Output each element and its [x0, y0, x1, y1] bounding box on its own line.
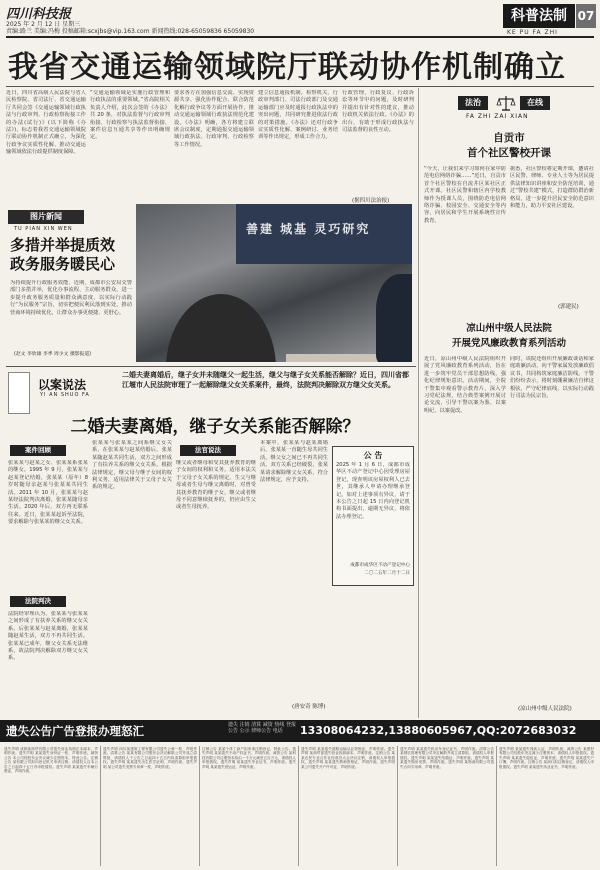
lead-col-3: 要求各方在加强信息交流、实现资源共享、强化协作配合、联合防范化解行政争议等方面开展协作，推动交通运输领域行政执法规范化建设。《办法》明确，各方将建立联席会议制度，定期通报交通运输领域行政执法、行政审判、行政检察等工作情况。	[174, 90, 254, 148]
lead-col-2: “交通运输领域是实施行政管理和行政执法的重要领域。”省高院相关负责人介绍，此次会签的《办法》共 20 条，对执法监督与行政审判衔接、行政检察与执法监督衔接、案件信息互通共享等作出明确规定。	[90, 90, 170, 141]
ad-services: 遗失 注销 清算 减资 热线 登报 公告 公示 律师公告 电话	[228, 722, 296, 734]
story2-col-b: 同时，该院还组织开展廉政谈话和家庭助廉活动，向干警家属发放廉政倡议书，共同构筑家庭廉洁防线。干警们纷纷表示，将时刻绷紧廉洁自律这根弦，严守纪律底线，以实际行动践行司法为民宗旨。	[510, 356, 594, 400]
editor-info: 责编:路兰 美编:冯梅 投稿邮箱:scxjbs@vip.163.com 新闻热线:028-65059836 65059830	[6, 28, 255, 35]
story2-place: 凉山州中级人民法院	[466, 323, 552, 334]
photo-news-body: 为持续提升行政服务效能，近期，成都市公安局交警部门多措并举，优化办事流程、主动服务群众，进一步提升政务服务质量和群众满意度，以实际行动践行“为民服务”宗旨，切实把便民利民落到实处，推动营商环境持续优化，让群众办事更便捷、更舒心。	[10, 280, 132, 316]
notice-body: 2025 年 1 月 6 日，成都市成华区不动产登记中心因受理房屋登记，现查明该房屋权利人已去世，其继承人申请办理继承登记。如对上述事项有异议，请于本公告之日起 15 日内向登记机构书面提出，逾期无异议，将依法办理登记。	[336, 462, 410, 520]
case-analysis-col-b: 继父或者继母和受其抚养教育的继子女间的权利和义务，适用本法关于父母子女关系的规定。生父与继母或者生母与继父离婚时，对曾受其抚养教育的继子女，继父或者继母不同意继续抚养的，仍应由生父或者生母抚养。	[176, 460, 256, 511]
case-ruling-heading: 法院判决	[10, 596, 66, 607]
scales-of-justice-icon	[496, 94, 516, 112]
case-analysis-col-a: 张某某与张某某之间系继父女关系，在张某某与赵某结婚后，张某某随赵某共同生活，双方之间形成了有扶养关系的继父女关系。根据法律规定，继父母与继子女间的权利义务，适用法律关于父母子女关系的规定。	[92, 440, 172, 491]
case-facts-text: 张某某与赵某之女、张某某系张某的继女。1995 年 9 月，张某某与赵某登记结婚，张某某（原年）8 岁时随母亲赵某与张某某共同生活。2011 年 10 月，张某某与赵某经法院判决离婚，张某某随母亲生活。2020 年后，双方再无联系往来。近日，张某某起诉至法院，要求解除与张某某的继父女关系。	[8, 460, 88, 526]
notice-title: 公 告	[363, 451, 383, 460]
lead-col-4: 建立信息通报机制。检察机关、行政审判部门、司法行政部门及交通运输部门应及时通报行政执法中的突出问题，共同研究推进依法行政的对策措施。《办法》还对行政争议实质性化解、案例研讨、业务培训等作出规定，形成工作合力。	[258, 90, 338, 141]
classified-col-2: 遗失声明 四川某建筑工程有限公司遗失公章一枚，声明作废。清算公告 某某有限公司股东会决议解散公司并成立清算组，请债权人于公告之日起四十五日内向清算组申报债权。遗失声明 某某遗失出生医学证明，声明作废。遗失声明 某公司遗失发票专用章一枚，声明作废。	[101, 746, 200, 866]
classified-col-6: 遗失声明 某某遗失残疾人证，声明作废。减资公告 某建材有限公司经股东决定减少注册资本，请债权人申报债权。遗失声明 某某遗失退伍证，声明作废。遗失声明 某某遗失户口簿，声明作废。注销公告 某商行拟注销登记，请债权人申报债权。遗失声明 某某遗失执业证书，声明作废。	[499, 747, 594, 769]
story2-byline: (凉山州中级人民法院)	[518, 706, 572, 712]
lead-col-1: 近日，四川省高级人民法院与省人民检察院、省司法厅、省交通运输厅共同会签《交通运输领域行政执法与行政审判、行政检察衔接工作的办法(试行)》(以下简称《办法》)，标志着我省交通运输领域院厅联动协作机制正式确立，为深化行政争议实质性化解、推动交通运输领域依法行政提供制度保障。	[6, 90, 86, 156]
photo-wall-text: 善建 城基 灵巧研究	[246, 222, 371, 236]
issue-date: 2025 年 2 月 12 日 星期三	[6, 21, 81, 28]
photo-news-label: 图片新闻	[8, 210, 84, 224]
photo-citizen	[166, 294, 276, 362]
lead-col-5: 行政管理、行政复议、行政诉讼等环节中的问题，及时研判并提出有针对性的建议，推动行政机关依法行政。《办法》的出台，有助于形成行政执法与司法监督的良性互动。	[342, 90, 414, 134]
story1-byline: (郭建民)	[558, 304, 579, 310]
page-number: 07	[576, 4, 596, 28]
headline-rule	[6, 86, 594, 87]
photo-police-service-hall	[136, 204, 412, 362]
case-facts-heading: 案件回顾	[10, 445, 66, 456]
section-pinyin: KE PU FA ZHI	[507, 29, 558, 36]
ad-title: 遗失公告广告登报办理怒汇	[6, 724, 144, 738]
main-headline: 我省交通运输领域院厅联动协作机制确立	[8, 50, 566, 85]
story1-col-a: “今天，让我们来学习如何在家中防范电信网络诈骗……”近日，自贡市首个社区警校在自流井区某社区正式开课。社区民警和辖区内学校教师作为授课人员，围绕防范电信网络诈骗、校园安全、交通安全等内容，向居民和学生开展系统性宣传教育。	[424, 166, 506, 224]
lead-byline: (据四川法治报)	[352, 198, 390, 204]
notice-org: 成都市成华区不动产登记中心	[350, 563, 410, 568]
case-analysis-heading: 法官说法	[180, 445, 236, 456]
case-headline: 二婚夫妻离婚，继子女关系能否解除？	[70, 417, 360, 437]
ad-phone-numbers: 13308064232,13880605967,QQ:2072683032	[300, 724, 577, 737]
legal-badge-2: 在线	[520, 96, 550, 110]
legal-pinyin: FA ZHI ZAI XIAN	[466, 113, 529, 120]
story2-col-a: 近日，凉山州中级人民法院组织开展了党风廉政教育系列活动，旨在进一步筑牢党员干部思想防线，强化纪律规矩意识。活动期间，全院干警集中观看警示教育片，深入学习党纪法规，结合典型案例开展讨论交流，引导干警以案为鉴、以案明纪、以案促改。	[424, 356, 506, 414]
notice-date: 二〇二五年二月十二日	[364, 571, 410, 576]
story1-col-b: 据悉，社区警校将定期开课，邀请社区民警、律师、专业人士等为居民提供法律知识讲座和安全防范培训，通过“警校共建”模式，打造群防群治新格局，进一步提升居民安全防范意识和能力，助力平安社区建设。	[510, 166, 594, 210]
legal-badge-1: 法治	[458, 96, 488, 110]
case-top-rule	[6, 366, 416, 367]
photo-officer	[376, 274, 412, 362]
classified-col-5: 遗失声明 某某遗失机动车登记证书，声明作废。清算公告 某餐饮管理有限公司决定解散并成立清算组，请债权人申报债权。遗失声明 某某遗失结婚证，声明作废。遗失声明 某某遗失购房发票，声明作废。遗失声明 某物流有限公司遗失合同专用章，声明作废。	[398, 746, 497, 866]
case-intro: 二婚夫妻离婚后，继子女并未随继父一起生活，继父与继子女关系能否解除？近日，四川省都江堰市人民法院审理了一起解除继父女关系案件，最终，法院判决解除双方继父女关系。	[122, 371, 409, 389]
classified-col-4: 遗失声明 某某遗失道路运输从业资格证，声明作废。遗失声明 某商贸部遗失营业执照副本，声明作废。注销公告 某某农民专业合作社经成员大会决议注销，请债权人申报债权。遗失声明 某某遗失教师资格证，声明作废。遗失声明 某公司遗失开户许可证，声明作废。	[299, 746, 398, 866]
story1-title: 首个社区警校开课	[467, 147, 551, 159]
photo-news-pinyin: TU PIAN XIN WEN	[14, 226, 73, 232]
case-pinyin: YI AN SHUO FA	[40, 392, 90, 398]
masthead-rule	[6, 36, 594, 38]
classified-col-3: 注销公告 某某个体工商户拟申请注销登记，特此公告。遗失声明 某某遗失不动产权证书，声明作废。减资公告 某科技有限公司注册资本拟由一千万元减至五百万元，请债权人申报债权。遗失声明 某某遗失毕业证书，声明作废。遗失声明 某某遗失营运证，声明作废。	[200, 746, 299, 866]
column-divider	[418, 88, 419, 718]
case-byline: (唐安奇 陈博)	[292, 704, 326, 710]
newspaper-name: 四川科技报	[6, 7, 72, 22]
case-label: 以案说法	[38, 378, 87, 392]
section-tag: 科普法制	[503, 4, 575, 28]
photo-news-headline: 多措并举提质效 政务服务暖民心	[10, 236, 116, 273]
case-ruling-text: 法院经审理认为，张某某与张某某之间形成了有扶养关系的继父女关系。后张某某与赵某离婚，张某某随赵某生活，双方不再共同生活。张某某已成年，继父女关系无法维系，故法院判决解除双方继父女关系。	[8, 611, 88, 662]
classified-col-1: 遗失声明 成都某商贸有限公司遗失营业执照正本副本，声明作废。遗失声明 某某遗失身份证一张，声明作废。减资公告 本公司经股东会决议减少注册资本，特此公告。注销公告 某有限公司拟向登记机关申请注销，请债权人自本公告之日起四十五日内申报债权。遗失声明 某某遗失车辆行驶证，声明作废。	[2, 746, 101, 866]
photo-news-byline: (赵文 李欣雄 李季 周少文 摄影报道)	[14, 352, 91, 357]
case-side-label	[8, 372, 30, 414]
case-analysis-col-c: 本案中，张某某与赵某离婚后，张某某一直随生母共同生活，继父女之间已不再共同生活，双方关系已经破裂，张某某请求解除继父女关系，符合法律规定，应予支持。	[260, 440, 328, 484]
story2-title: 开展党风廉政教育系列活动	[451, 338, 566, 349]
story1-place: 自贡市	[493, 132, 525, 144]
